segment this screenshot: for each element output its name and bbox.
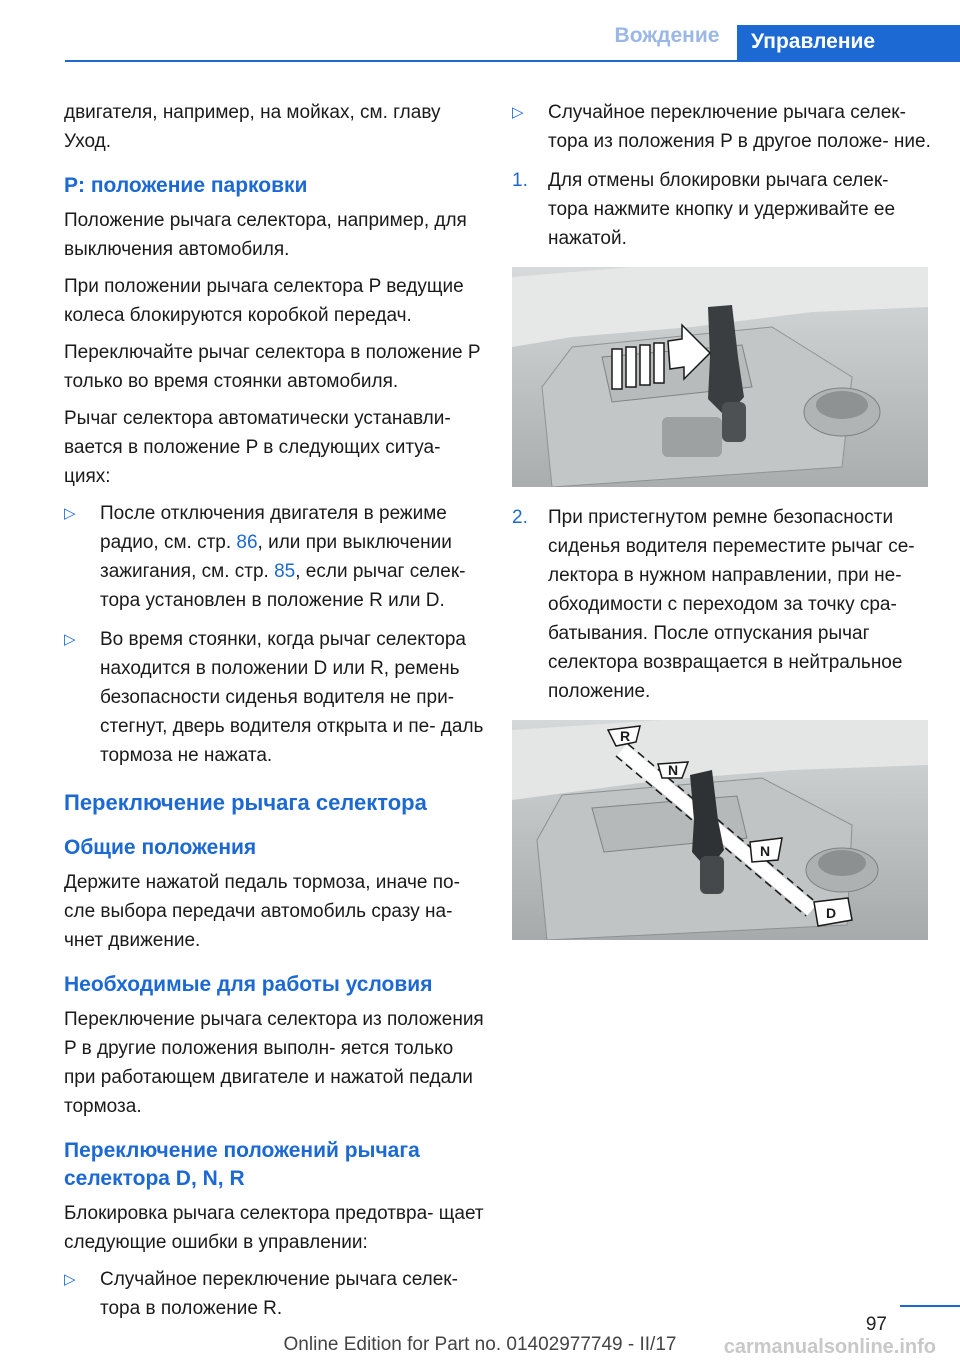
heading-general: Общие положения [64,836,257,859]
svg-text:D: D [826,905,837,921]
bullet-text-parking-stop: Во время стоянки, когда рычаг селектора находится в положении D или R, ремень безопасности сиденья водителя не при- стегнут, дверь водителя открыта и пе- даль тормоза не нажата. [100,629,484,766]
general-text: Держите нажатой педаль тормоза, иначе по- сле выбора передачи автомобиль сразу на- чнет движение. [64,872,460,951]
header-rule [65,60,960,62]
step-number-2: 2. [512,507,528,528]
heading-selector-switch: Переключение рычага селектора [64,790,427,815]
bullet-marker: ▷ [64,505,76,522]
selector-lever-positions-photo [512,720,928,940]
bullet-marker: ▷ [64,1271,76,1288]
left-column [64,98,484,1333]
heading-parking: P: положение парковки [64,174,308,197]
step-number-1: 1. [512,170,528,191]
list-item [512,98,932,156]
parking-text-4: Рычаг селектора автоматически устанавли- вается в положение P в следующих ситуа- циях: [64,408,451,487]
dnr-text: Блокировка рычага селектора предотвра- щает следующие ошибки в управлении: [64,1203,484,1253]
edition-note: Online Edition for Part no. 01402977749 - II/17 [283,1334,677,1355]
step-item-1 [512,166,932,253]
heading-dnr: Переключение положений рычага селектора D, N, R [64,1139,420,1190]
svg-text:R: R [620,728,631,744]
list-item [64,499,484,615]
list-item [64,625,484,770]
bullet-marker: ▷ [512,104,524,121]
parking-text-2: При положении рычага селектора P ведущие колеса блокируются коробкой передач. [64,276,464,326]
page-number: 97 [865,1314,887,1335]
heading-conditions: Необходимые для работы условия [64,973,433,996]
step-text-2: При пристегнутом ремне безопасности сиденья водителя переместите рычаг се- лектора в нужном направлении, при не- обходимости с переходом за точку сра- батывания. После отпускания рычаг селектора возвращается в нейтральное положение. [548,507,915,702]
page-link-86[interactable]: 86 [236,532,258,553]
step-text-1: Для отмены блокировки рычага селек- тора нажмите кнопку и удерживайте ее нажатой. [548,170,896,249]
bullet-text-accidental-r: Случайное переключение рычага селек- тора в положение R. [100,1269,458,1319]
bullet-marker: ▷ [64,631,76,648]
page-link-85[interactable]: 85 [274,561,296,582]
header-tab-driving[interactable]: Вождение [614,24,720,47]
footer-rule [900,1305,960,1307]
step-item-2 [512,503,932,706]
bullet-text-radio-mode: После отключения двигателя в режиме радио, см. стр. 86, или при выключении зажигания, см. стр. 85, если рычаг селек- тора установлен в положение R или D. [100,503,466,611]
intro-text: двигателя, например, на мойках, см. главу Уход. [64,102,441,152]
parking-text-3: Переключайте рычаг селектора в положение P только во время стоянки автомобиля. [64,342,481,392]
right-column [512,98,932,956]
bullet-text-accidental-p: Случайное переключение рычага селек- тора из положения P в другое положе- ние. [548,102,931,152]
parking-text-1: Положение рычага селектора, например, для выключения автомобиля. [64,210,467,260]
svg-text:N: N [760,843,771,859]
svg-text:N: N [668,762,679,778]
header-tab-controls[interactable]: Управление [737,25,960,62]
conditions-text: Переключение рычага селектора из положения P в другие положения выполн- яется только при работающем двигателе и нажатой педали тормоза. [64,1009,484,1117]
selector-lever-unlock-photo [512,267,928,487]
watermark: carmanualsonline.info [723,1336,936,1358]
list-item [64,1265,484,1323]
